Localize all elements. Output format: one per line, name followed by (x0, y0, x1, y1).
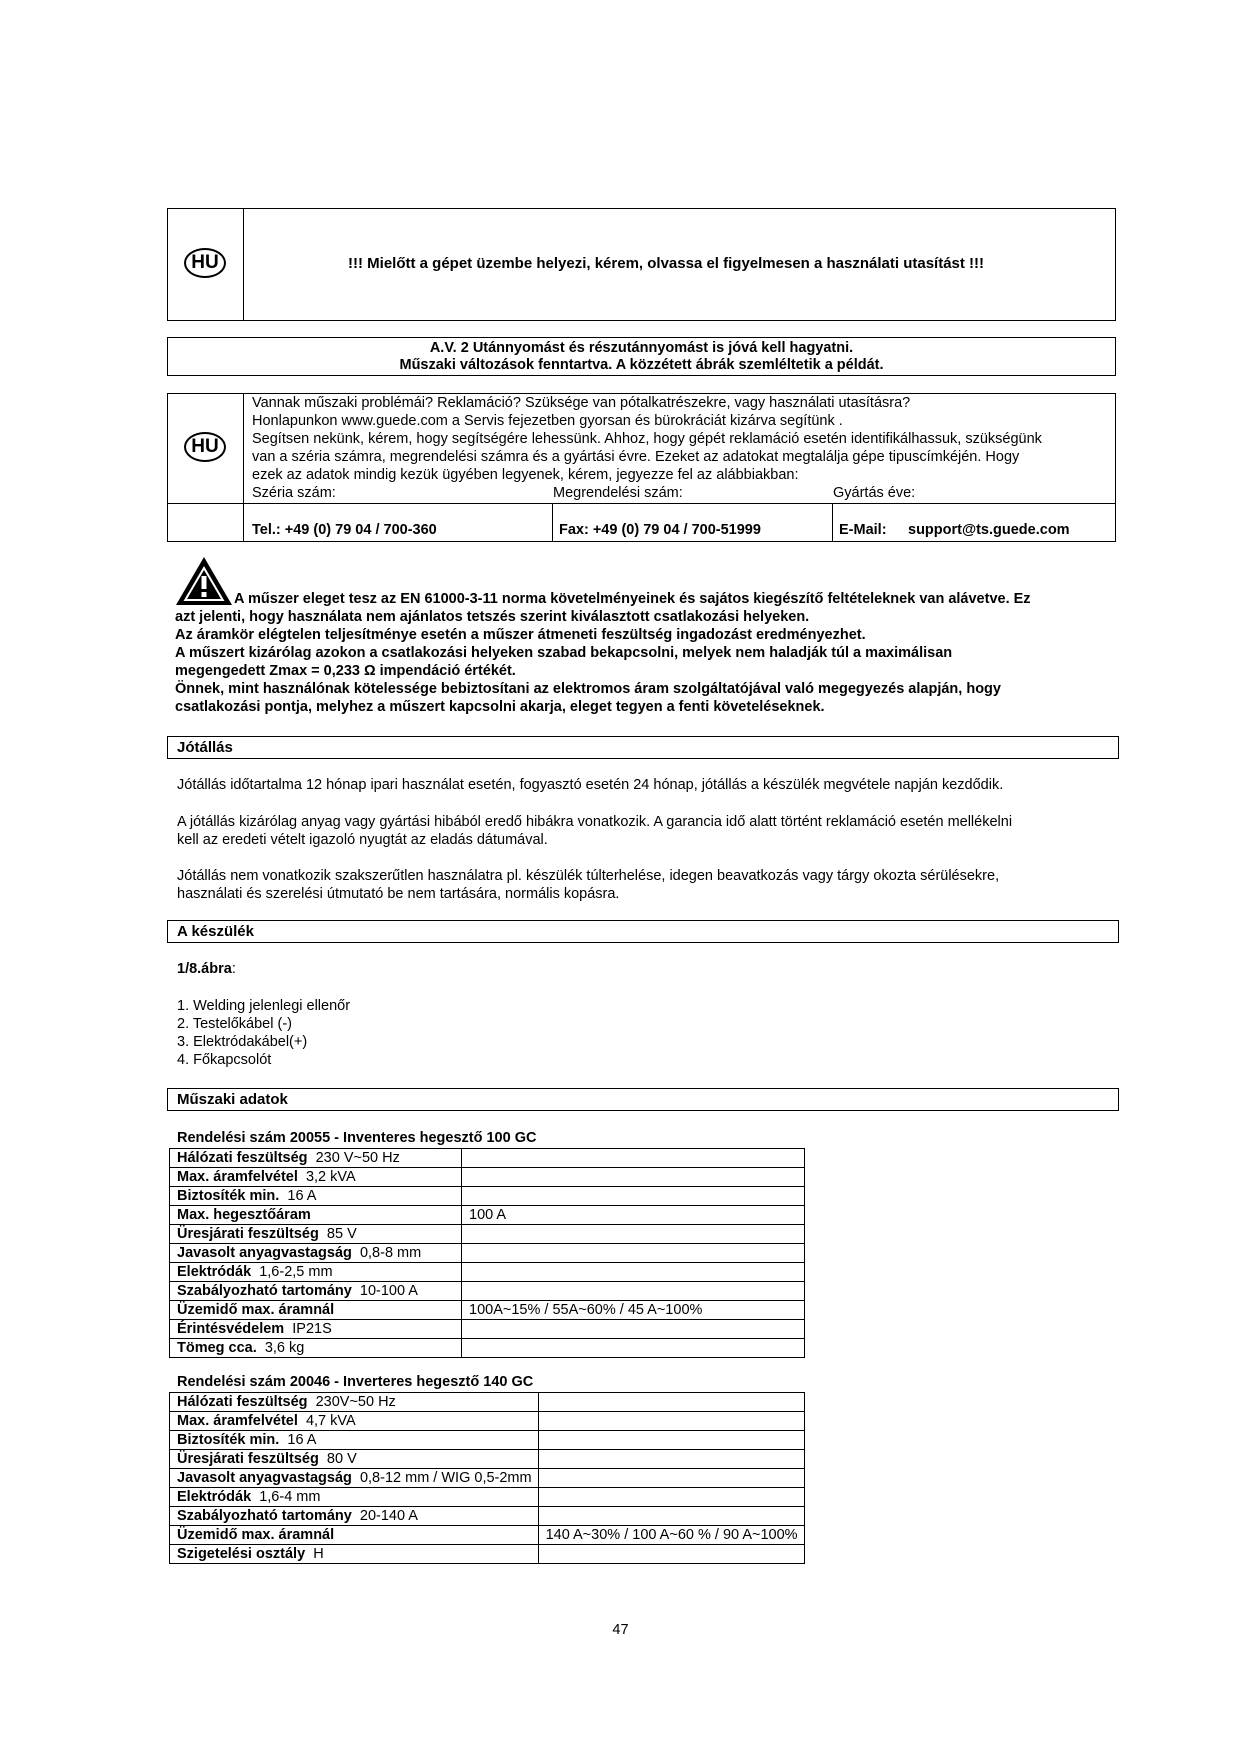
table-row (170, 1244, 805, 1263)
service-divider-vertical (243, 393, 244, 542)
spec-cell: Javasolt anyagvastagság 0,8-12 mm / WIG 0,5-2mm (170, 1469, 539, 1488)
spec-cell: Javasolt anyagvastagság 0,8-8 mm (170, 1244, 462, 1263)
spec-cell: Max. áramfelvétel 3,2 kVA (170, 1168, 462, 1187)
device-heading: A készülék (167, 920, 1119, 943)
table-row (170, 1393, 805, 1412)
table-row (170, 1206, 805, 1225)
service-divider-email (832, 503, 833, 542)
warranty-paragraph-3-line-2: használati és szerelési útmutató be nem tartására, normális kopásra. (177, 886, 620, 902)
table-row (170, 1149, 805, 1168)
warning-triangle-icon (174, 555, 234, 607)
page-number: 47 (612, 1622, 629, 1638)
spec-value-cell (538, 1450, 804, 1469)
spec-value-cell (538, 1545, 804, 1564)
spec-cell: Hálózati feszültség 230 V~50 Hz (170, 1149, 462, 1168)
spec-cell: Biztosíték min. 16 A (170, 1431, 539, 1450)
header-divider (243, 208, 244, 321)
spec-value-cell (538, 1488, 804, 1507)
production-year-label: Gyártás éve: (833, 485, 916, 501)
spec-cell: Tömeg cca. 3,6 kg (170, 1339, 462, 1358)
service-line-5: ezek az adatok mindig kezük ügyében legyenek, kérem, jegyezze fel az alábbiakban: (252, 467, 799, 483)
spec-value-cell (538, 1469, 804, 1488)
device-item-4: 4. Főkapcsolót (177, 1052, 272, 1068)
spec-cell: Üresjárati feszültség 80 V (170, 1450, 539, 1469)
table-row (170, 1545, 805, 1564)
spec-cell: Üzemidő max. áramnál (170, 1301, 462, 1320)
table-row (170, 1301, 805, 1320)
service-tel: Tel.: +49 (0) 79 04 / 700-360 (252, 522, 437, 538)
table-row (170, 1431, 805, 1450)
caution-line-5: megengedett Zmax = 0,233 Ω impendáció értékét. (175, 663, 516, 679)
service-line-4: van a széria számra, megrendelési számra és a gyártási évre. Ezeket az adatokat megtalálja gépe tipuscímkéjén. Hogy (252, 449, 1020, 465)
table-row (170, 1507, 805, 1526)
device-item-1: 1. Welding jelenlegi ellenőr (177, 998, 351, 1014)
spec-value-cell (538, 1393, 804, 1412)
spec-cell: Max. hegesztőáram (170, 1206, 462, 1225)
service-line-2: Honlapunkon www.guede.com a Servis fejezetben gyorsan és bürokráciát kizárva segítünk . (252, 413, 843, 429)
table-row (170, 1469, 805, 1488)
warranty-paragraph-3-line-1: Jótállás nem vonatkozik szakszerűtlen használatra pl. készülék túlterhelése, idegen beavatkozás vagy tárgy okozta sérülésekre, (177, 868, 1000, 884)
spec-value-cell: 100 A (462, 1206, 805, 1225)
service-email[interactable]: support@ts.guede.com (908, 522, 1070, 538)
spec-cell: Elektródák 1,6-4 mm (170, 1488, 539, 1507)
spec-table-1-title: Rendelési szám 20055 - Inventeres hegesztő 100 GC (177, 1130, 537, 1146)
spec-value-cell (462, 1263, 805, 1282)
warranty-paragraph-1: Jótállás időtartalma 12 hónap ipari használat esetén, fogyasztó esetén 24 hónap, jótállás a készülék megvétele napján kezdődik. (177, 777, 1004, 793)
spec-cell: Szabályozható tartomány 20-140 A (170, 1507, 539, 1526)
caution-line-2: azt jelenti, hogy használata nem ajánlatos tetszés szerint kiválasztott csatlakozási helyeken. (175, 609, 810, 625)
service-divider-horizontal (167, 503, 1116, 504)
service-line-3: Segítsen nekünk, kérem, hogy segítségére lehessünk. Ahhoz, hogy gépét reklamáció esetén identifikálhassuk, szükségünk (252, 431, 1042, 447)
spec-value-cell (538, 1431, 804, 1450)
spec-cell: Üresjárati feszültség 85 V (170, 1225, 462, 1244)
table-row (170, 1168, 805, 1187)
spec-cell: Biztosíték min. 16 A (170, 1187, 462, 1206)
spec-value-cell (462, 1339, 805, 1358)
spec-value-cell (462, 1225, 805, 1244)
caution-line-1: A műszer eleget tesz az EN 61000-3-11 norma követelményeinek és sajátos kiegészítő feltételeknek van alávetve. Ez (234, 591, 1031, 607)
reprint-notice-line-1: A.V. 2 Utánnyomást és részutánnyomást is jóvá kell hagyatni. (429, 340, 854, 356)
spec-value-cell (538, 1507, 804, 1526)
table-row (170, 1320, 805, 1339)
spec-value-cell (538, 1412, 804, 1431)
spec-cell: Hálózati feszültség 230V~50 Hz (170, 1393, 539, 1412)
table-row (170, 1339, 805, 1358)
caution-line-4: A műszert kizárólag azokon a csatlakozási helyeken szabad bekapcsolni, melyek nem haladják túl a maximálisan (175, 645, 953, 661)
spec-cell: Szigetelési osztály H (170, 1545, 539, 1564)
warranty-heading: Jótállás (167, 736, 1119, 759)
caution-line-3: Az áramkör elégtelen teljesítménye esetén a műszer átmeneti feszültség ingadozást eredményezhet. (175, 627, 866, 643)
spec-cell: Elektródák 1,6-2,5 mm (170, 1263, 462, 1282)
caution-line-6: Önnek, mint használónak kötelessége bebiztosítani az elektromos áram szolgáltatójával való megegyezés alapján, hogy (175, 681, 1001, 697)
spec-value-cell (462, 1149, 805, 1168)
spec-value-cell: 100A~15% / 55A~60% / 45 A~100% (462, 1301, 805, 1320)
service-email-label: E-Mail: (839, 522, 887, 538)
spec-cell: Szabályozható tartomány 10-100 A (170, 1282, 462, 1301)
warranty-paragraph-2-line-2: kell az eredeti vételt igazoló nyugtát az eladás dátumával. (177, 832, 548, 848)
table-row (170, 1450, 805, 1469)
spec-cell: Max. áramfelvétel 4,7 kVA (170, 1412, 539, 1431)
spec-value-cell (462, 1168, 805, 1187)
table-row (170, 1263, 805, 1282)
device-item-2: 2. Testelőkábel (-) (177, 1016, 292, 1032)
figure-label-text: 1/8.ábra (177, 961, 232, 977)
table-row (170, 1282, 805, 1301)
spec-value-cell (462, 1187, 805, 1206)
spec-table-1 (169, 1148, 805, 1358)
spec-table-2-title: Rendelési szám 20046 - Inverteres hegesztő 140 GC (177, 1374, 534, 1390)
spec-table-2 (169, 1392, 805, 1564)
spec-cell: Üzemidő max. áramnál (170, 1526, 539, 1545)
caution-line-7: csatlakozási pontja, melyhez a műszert kapcsolni akarja, eleget tegyen a fenti követeléseknek. (175, 699, 825, 715)
figure-label (177, 961, 236, 979)
order-number-label: Megrendelési szám: (553, 485, 683, 501)
service-divider-fax (552, 503, 553, 542)
serial-number-label: Széria szám: (252, 485, 336, 501)
table-row (170, 1187, 805, 1206)
figure-label-colon: : (231, 961, 236, 977)
spec-value-cell: 140 A~30% / 100 A~60 % / 90 A~100% (538, 1526, 804, 1545)
spec-value-cell (462, 1244, 805, 1263)
specs-heading: Műszaki adatok (167, 1088, 1119, 1111)
table-row (170, 1225, 805, 1244)
spec-cell: Érintésvédelem IP21S (170, 1320, 462, 1339)
hu-country-badge-service: HU (184, 432, 226, 462)
hu-country-badge: HU (184, 248, 226, 278)
reprint-notice-line-2: Műszaki változások fenntartva. A közzétett ábrák szemléltetik a példát. (399, 357, 884, 373)
table-row (170, 1488, 805, 1507)
header-warning-text: !!! Mielőtt a gépet üzembe helyezi, kérem, olvassa el figyelmesen a használati utasítást !!! (348, 255, 985, 272)
service-fax: Fax: +49 (0) 79 04 / 700-51999 (559, 522, 761, 538)
spec-value-cell (462, 1282, 805, 1301)
table-row (170, 1526, 805, 1545)
warranty-paragraph-2-line-1: A jótállás kizárólag anyag vagy gyártási hibából eredő hibákra vonatkozik. A garancia idő alatt történt reklamáció esetén mellékelni (177, 814, 1013, 830)
table-row (170, 1412, 805, 1431)
device-item-3: 3. Elektródakábel(+) (177, 1034, 308, 1050)
spec-value-cell (462, 1320, 805, 1339)
service-line-1: Vannak műszaki problémái? Reklamáció? Szüksége van pótalkatrészekre, vagy használati utasításra? (252, 395, 911, 411)
